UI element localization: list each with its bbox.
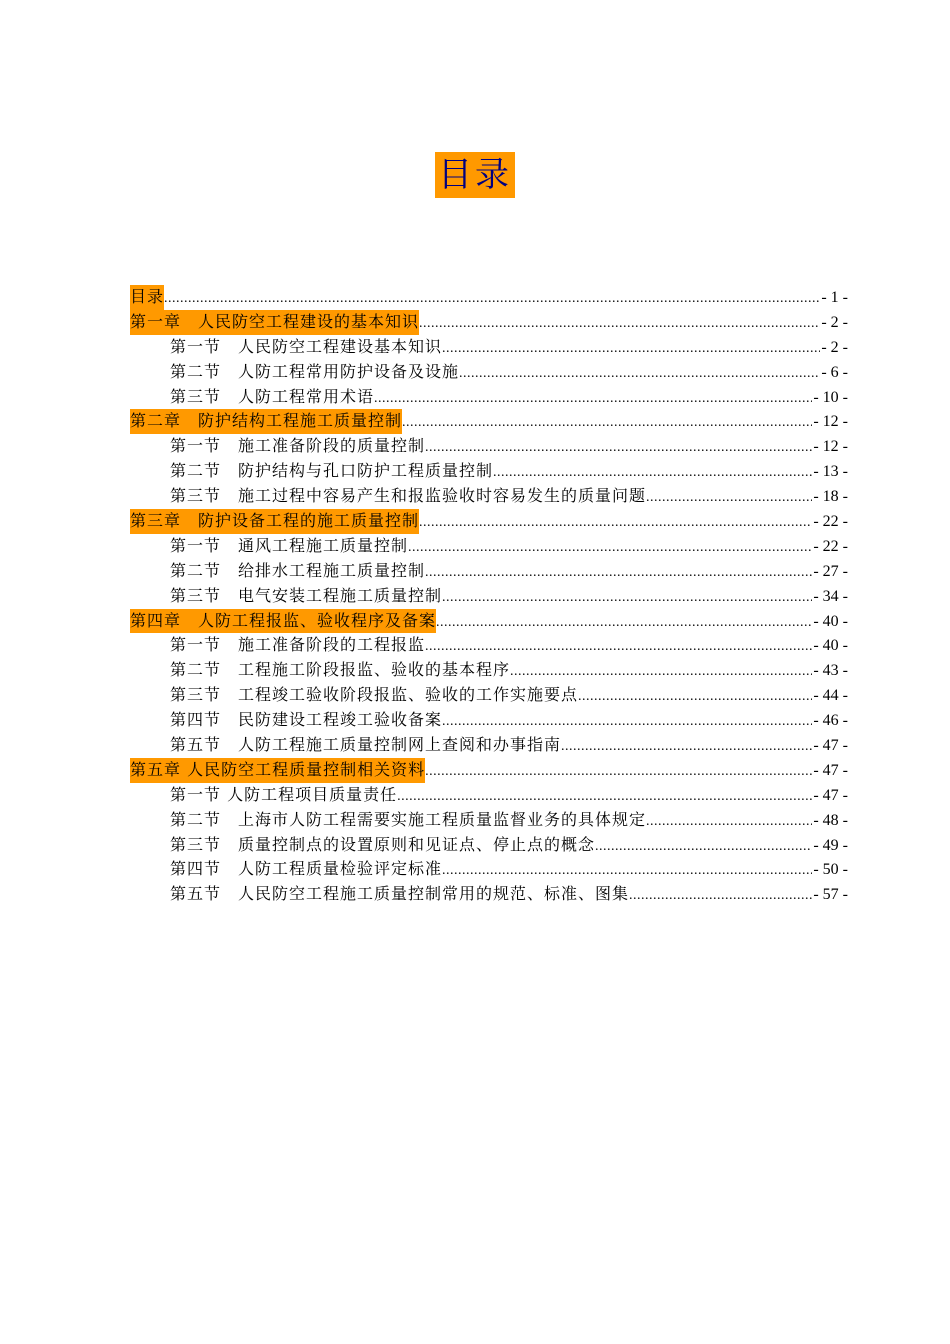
toc-section-entry[interactable] bbox=[130, 683, 848, 708]
toc-page-number: - 2 - bbox=[821, 338, 848, 356]
toc-page-number: - 47 - bbox=[813, 786, 848, 804]
toc-section-entry[interactable] bbox=[130, 882, 848, 907]
toc-page-number: - 57 - bbox=[813, 886, 848, 904]
toc-page-number: - 49 - bbox=[813, 836, 848, 854]
toc-section-entry[interactable] bbox=[130, 857, 848, 882]
toc-entry-label: 第一节 通风工程施工质量控制 bbox=[170, 535, 409, 555]
toc-entry-label: 第五节 人防工程施工质量控制网上查阅和办事指南 bbox=[170, 735, 562, 755]
toc-page-number: - 47 - bbox=[813, 761, 848, 779]
toc-entry-label: 第二节 上海市人防工程需要实施工程质量监督业务的具体规定 bbox=[170, 809, 647, 829]
toc-page-number: - 22 - bbox=[813, 513, 848, 531]
toc-page-number: - 48 - bbox=[813, 811, 848, 829]
toc-dot-leader bbox=[442, 586, 812, 611]
toc-dot-leader bbox=[408, 536, 812, 561]
toc-dot-leader bbox=[402, 411, 812, 436]
toc-dot-leader bbox=[397, 785, 812, 810]
toc-entry-label: 第四章 人防工程报监、验收程序及备案 bbox=[130, 609, 436, 634]
toc-entry-label: 第三节 质量控制点的设置原则和见证点、停止点的概念 bbox=[170, 834, 596, 854]
toc-entry-label: 第二节 人防工程常用防护设备及设施 bbox=[170, 361, 460, 381]
toc-entry-label: 第一章 人民防空工程建设的基本知识 bbox=[130, 310, 419, 335]
toc-chapter-entry[interactable] bbox=[130, 609, 848, 634]
toc-page-number: - 44 - bbox=[813, 687, 848, 705]
toc-entry-label: 第五节 人民防空工程施工质量控制常用的规范、标准、图集 bbox=[170, 884, 630, 904]
document-title: 目录 bbox=[435, 152, 515, 198]
toc-entry-label: 第三章 防护设备工程的施工质量控制 bbox=[130, 509, 419, 534]
toc-dot-leader bbox=[561, 735, 812, 760]
toc-dot-leader bbox=[425, 635, 812, 660]
toc-section-entry[interactable] bbox=[130, 708, 848, 733]
toc-section-entry[interactable] bbox=[130, 459, 848, 484]
toc-dot-leader bbox=[442, 859, 812, 884]
toc-page-number: - 43 - bbox=[813, 662, 848, 680]
toc-section-entry[interactable] bbox=[130, 385, 848, 410]
toc-dot-leader bbox=[493, 461, 812, 486]
toc-page-number: - 1 - bbox=[821, 289, 848, 306]
toc-entry-label: 第二节 防护结构与孔口防护工程质量控制 bbox=[170, 461, 494, 481]
toc-entry-label: 第三节 电气安装工程施工质量控制 bbox=[170, 585, 443, 605]
toc-section-entry[interactable] bbox=[130, 335, 848, 360]
toc-section-entry[interactable] bbox=[130, 434, 848, 459]
toc-page-number: - 12 - bbox=[813, 413, 848, 431]
toc-section-entry[interactable] bbox=[130, 733, 848, 758]
toc-dot-leader bbox=[425, 561, 812, 586]
toc-section-entry[interactable] bbox=[130, 633, 848, 658]
toc-dot-leader bbox=[595, 835, 812, 860]
toc-section-entry[interactable] bbox=[130, 534, 848, 559]
toc-page-number: - 34 - bbox=[813, 587, 848, 605]
toc-page-number: - 12 - bbox=[813, 438, 848, 456]
toc-entry-label: 第一节 施工准备阶段的工程报监 bbox=[170, 635, 426, 655]
toc-section-entry[interactable] bbox=[130, 360, 848, 385]
toc-dot-leader bbox=[646, 810, 812, 835]
toc-section-entry[interactable] bbox=[130, 783, 848, 808]
toc-entry-label: 第一节 施工准备阶段的质量控制 bbox=[170, 436, 426, 456]
toc-dot-leader bbox=[425, 436, 812, 461]
toc-dot-leader bbox=[510, 660, 812, 685]
toc-page-number: - 18 - bbox=[813, 488, 848, 506]
toc-section-entry[interactable] bbox=[130, 808, 848, 833]
toc-section-entry[interactable] bbox=[130, 658, 848, 683]
toc-entry-label: 第二章 防护结构工程施工质量控制 bbox=[130, 409, 402, 434]
toc-dot-leader bbox=[442, 710, 812, 735]
toc-page-number: - 22 - bbox=[813, 537, 848, 555]
toc-chapter-entry[interactable] bbox=[130, 285, 848, 310]
toc-dot-leader bbox=[374, 387, 812, 412]
toc-section-entry[interactable] bbox=[130, 484, 848, 509]
toc-entry-label: 第四节 人防工程质量检验评定标准 bbox=[170, 859, 443, 879]
toc-entry-label: 第二节 工程施工阶段报监、验收的基本程序 bbox=[170, 660, 511, 680]
toc-chapter-entry[interactable] bbox=[130, 409, 848, 434]
toc-dot-leader bbox=[164, 287, 820, 312]
toc-page-number: - 6 - bbox=[821, 363, 848, 381]
title-container bbox=[0, 152, 950, 198]
toc-entry-label: 第二节 给排水工程施工质量控制 bbox=[170, 560, 426, 580]
toc-entry-label: 第一节 人防工程项目质量责任 bbox=[170, 784, 398, 804]
toc-page-number: - 40 - bbox=[813, 612, 848, 630]
toc-dot-leader bbox=[436, 611, 812, 636]
toc-entry-label: 第三节 人防工程常用术语 bbox=[170, 386, 375, 406]
toc-page-number: - 47 - bbox=[813, 737, 848, 755]
toc-dot-leader bbox=[419, 511, 812, 536]
toc-dot-leader bbox=[646, 486, 812, 511]
toc-dot-leader bbox=[442, 337, 820, 362]
toc-entry-label: 第五章 人民防空工程质量控制相关资料 bbox=[130, 758, 425, 783]
toc-section-entry[interactable] bbox=[130, 584, 848, 609]
table-of-contents bbox=[130, 285, 848, 907]
toc-page-number: - 13 - bbox=[813, 463, 848, 481]
toc-dot-leader bbox=[419, 312, 820, 337]
toc-section-entry[interactable] bbox=[130, 833, 848, 858]
toc-chapter-entry[interactable] bbox=[130, 758, 848, 783]
toc-entry-label: 第三节 施工过程中容易产生和报监验收时容易发生的质量问题 bbox=[170, 486, 647, 506]
toc-page-number: - 2 - bbox=[821, 313, 848, 331]
toc-page-number: - 27 - bbox=[813, 562, 848, 580]
toc-chapter-entry[interactable] bbox=[130, 509, 848, 534]
toc-dot-leader bbox=[459, 362, 820, 387]
toc-entry-label: 目录 bbox=[130, 285, 164, 310]
toc-entry-label: 第一节 人民防空工程建设基本知识 bbox=[170, 336, 443, 356]
toc-page-number: - 10 - bbox=[813, 388, 848, 406]
toc-dot-leader bbox=[629, 884, 812, 909]
toc-page-number: - 46 - bbox=[813, 712, 848, 730]
toc-page-number: - 50 - bbox=[813, 861, 848, 879]
toc-dot-leader bbox=[425, 760, 812, 785]
toc-entry-label: 第四节 民防建设工程竣工验收备案 bbox=[170, 710, 443, 730]
toc-entry-label: 第三节 工程竣工验收阶段报监、验收的工作实施要点 bbox=[170, 685, 579, 705]
toc-section-entry[interactable] bbox=[130, 559, 848, 584]
toc-chapter-entry[interactable] bbox=[130, 310, 848, 335]
toc-page-number: - 40 - bbox=[813, 637, 848, 655]
toc-dot-leader bbox=[578, 685, 812, 710]
